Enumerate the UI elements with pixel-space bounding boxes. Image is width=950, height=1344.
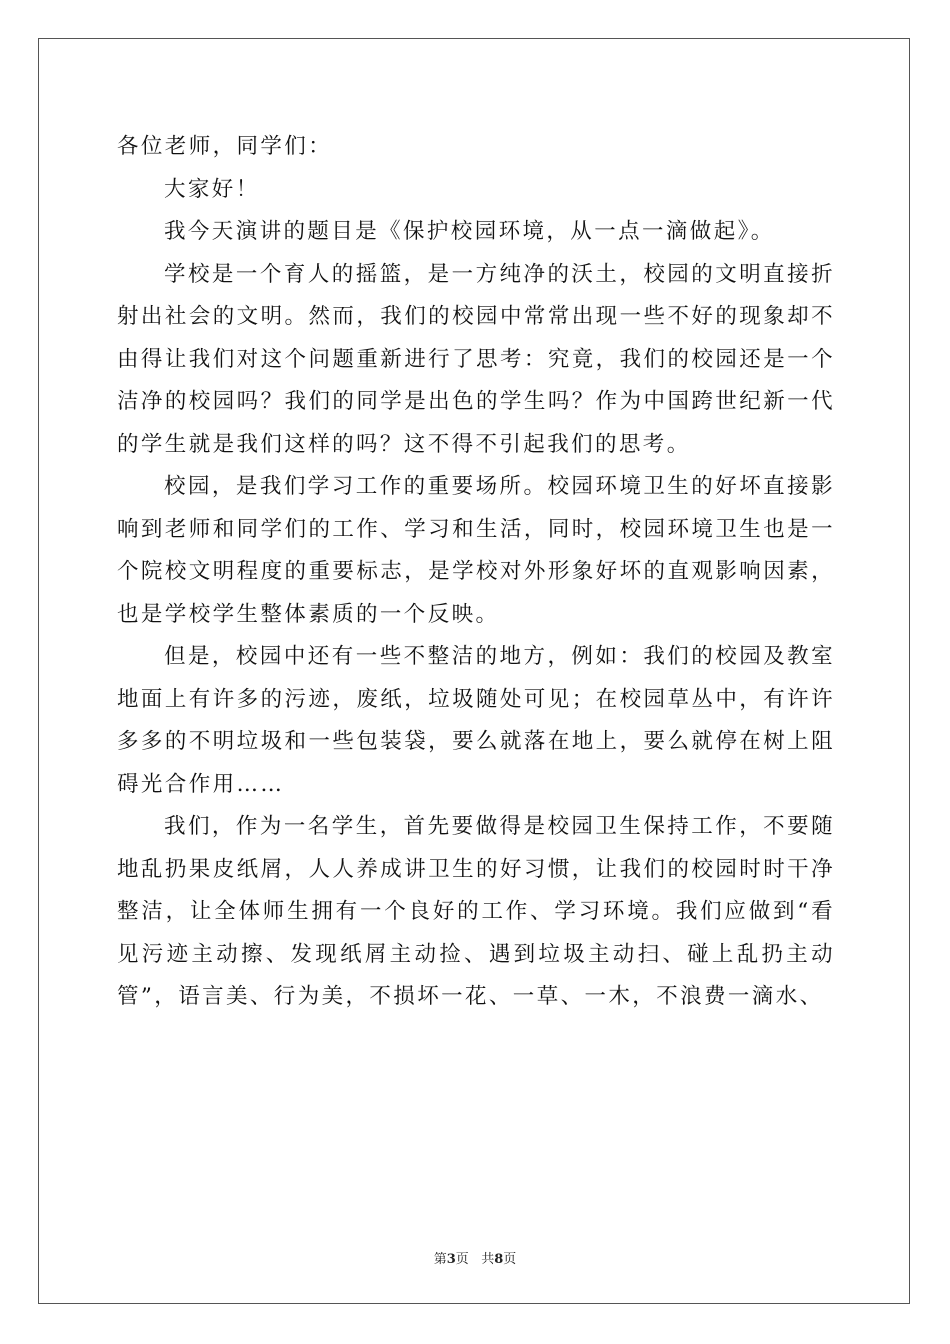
salutation: 各位老师，同学们：: [117, 134, 333, 159]
body-paragraph: 校园，是我们学习工作的重要场所。校园环境卫生的好坏直接影响到老师和同学们的工作、学习和生活，同时，校园环境卫生也是一个院校文明程度的重要标志，是学校对外形象好坏的直观影响因素，也是学校学生整体素质的一个反映。: [117, 474, 835, 627]
body-paragraph: 我们，作为一名学生，首先要做得是校园卫生保持工作，不要随地乱扔果皮纸屑，人人养成讲卫生的好习惯，让我们的校园时时干净整洁，让全体师生拥有一个良好的工作、学习环境。我们应做到“看见污迹主动擦、发现纸屑主动捡、遇到垃圾主动扫、碰上乱扔主动管”，语言美、行为美，不损坏一花、一草、一木，不浪费一滴水、: [117, 814, 835, 1009]
body-paragraph: 但是，校园中还有一些不整洁的地方，例如：我们的校园及教室地面上有许多的污迹，废纸，垃圾随处可见；在校园草丛中，有许许多多的不明垃圾和一些包装袋，要么就落在地上，要么就停在树上阻碍光合作用……: [117, 644, 835, 797]
page-number-suffix: 页: [455, 1252, 469, 1267]
total-pages-suffix: 页: [503, 1252, 517, 1267]
page-number-prefix: 第: [433, 1252, 447, 1267]
total-pages-prefix: 共: [481, 1252, 495, 1267]
document-body: [117, 126, 835, 1019]
total-pages-number: 8: [494, 1252, 504, 1267]
body-paragraph: 学校是一个育人的摇篮，是一方纯净的沃土，校园的文明直接折射出社会的文明。然而，我们的校园中常常出现一些不好的现象却不由得让我们对这个问题重新进行了思考：究竟，我们的校园还是一个洁净的校园吗？我们的同学是出色的学生吗？作为中国跨世纪新一代的学生就是我们这样的吗？这不得不引起我们的思考。: [117, 261, 835, 457]
greeting: 大家好！: [164, 176, 260, 202]
page-footer: [0, 1248, 950, 1267]
speech-title-paragraph: 我今天演讲的题目是《保护校园环境，从一点一滴做起》。: [164, 219, 775, 244]
current-page-number: 3: [446, 1252, 456, 1267]
